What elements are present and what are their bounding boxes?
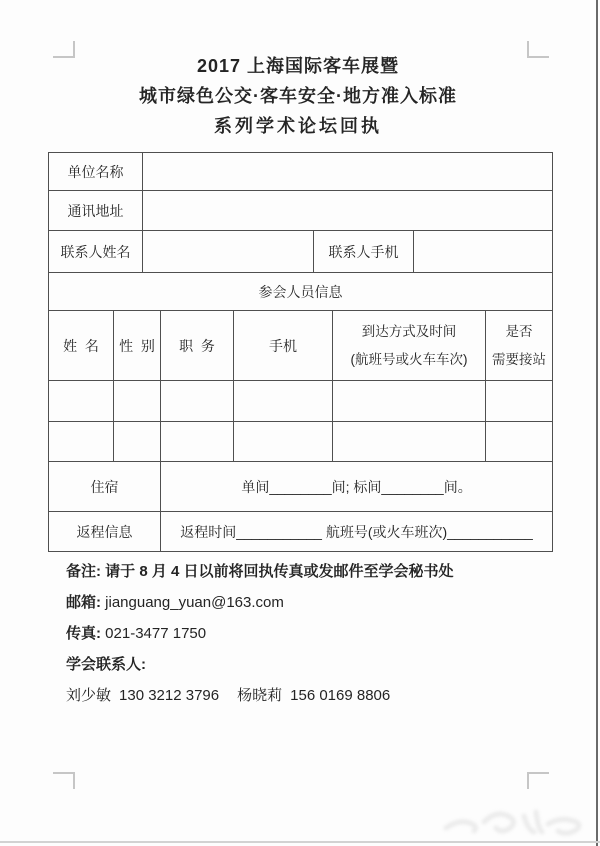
- col-header-arrival-line1: 到达方式及时间: [361, 323, 457, 339]
- participant-empty-cell: [234, 422, 333, 462]
- participant-empty-cell: [333, 422, 486, 462]
- row-address: [49, 191, 553, 231]
- title-line-1: 2017 上海国际客车展暨: [196, 56, 400, 76]
- row-participants-header: [49, 273, 553, 311]
- page-edge-bottom: [0, 841, 600, 843]
- col-header-mobile: 手机: [234, 311, 333, 381]
- email-label: 邮箱:: [66, 594, 101, 611]
- participant-empty-row: [49, 381, 553, 422]
- col-header-name: 姓 名: [49, 311, 114, 381]
- row-column-headers: [49, 311, 553, 381]
- col-header-arrival-line2: (航班号或火车车次): [350, 351, 468, 367]
- remark-text: 请于 8 月 4 日以前将回执传真或发邮件至学会秘书处: [101, 563, 454, 580]
- unit-name-value-cell: [143, 153, 553, 191]
- participant-empty-row: [49, 422, 553, 462]
- participant-empty-cell: [161, 381, 234, 422]
- margin-corner-mark-bottom-left: [53, 772, 75, 789]
- contact-1-name: 刘少敏: [66, 687, 112, 704]
- contact-2-phone: 156 0169 8806: [290, 687, 391, 704]
- return-info-blank-text: 返程时间___________ 航班号(或火车班次)___________: [161, 512, 553, 552]
- participant-empty-cell: [114, 381, 161, 422]
- participant-empty-cell: [49, 381, 114, 422]
- address-value-cell: [143, 191, 553, 231]
- contact-name-label: 联系人姓名: [49, 231, 143, 273]
- participant-empty-cell: [486, 381, 553, 422]
- page-edge-right: [596, 0, 598, 846]
- participant-empty-cell: [486, 422, 553, 462]
- participant-empty-cell: [333, 381, 486, 422]
- document-title: [0, 51, 596, 141]
- email-line: [66, 590, 454, 616]
- participant-empty-cell: [161, 422, 234, 462]
- col-header-gender: 性 别: [114, 311, 161, 381]
- email-value: jianguang_yuan@163.com: [101, 594, 284, 611]
- contact-mobile-label: 联系人手机: [314, 231, 414, 273]
- col-header-job: 职 务: [161, 311, 234, 381]
- participants-section-header: 参会人员信息: [49, 273, 553, 311]
- address-label: 通讯地址: [49, 191, 143, 231]
- title-line-3: 系列学术论坛回执: [214, 116, 382, 136]
- col-header-pickup: [486, 311, 553, 381]
- reply-form-table: [48, 152, 553, 552]
- watermark-smudge: [440, 798, 590, 840]
- col-header-pickup-line1: 是否: [505, 323, 533, 339]
- row-contact: [49, 231, 553, 273]
- return-info-label: 返程信息: [49, 512, 161, 552]
- contact-2-name: 杨晓莉: [237, 687, 283, 704]
- contacts-heading-line: [66, 652, 454, 678]
- col-header-pickup-line2: 需要接站: [492, 351, 547, 367]
- contact-name-value-cell: [143, 231, 314, 273]
- lodging-blank-text: 单间________间; 标间________间。: [161, 462, 553, 512]
- fax-line: [66, 621, 454, 647]
- notes-section: [66, 559, 454, 714]
- participant-empty-cell: [49, 422, 114, 462]
- lodging-label: 住宿: [49, 462, 161, 512]
- row-return-info: [49, 512, 553, 552]
- col-header-arrival: [333, 311, 486, 381]
- contact-mobile-value-cell: [414, 231, 553, 273]
- contact-1-phone: 130 3212 3796: [119, 687, 220, 704]
- remark-line: [66, 559, 454, 585]
- contacts-heading: 学会联系人:: [66, 656, 146, 673]
- contacts-line: [66, 683, 454, 709]
- margin-corner-mark-bottom-right: [527, 772, 549, 789]
- participant-empty-cell: [234, 381, 333, 422]
- fax-value: 021-3477 1750: [101, 625, 207, 642]
- title-line-2: 城市绿色公交·客车安全·地方准入标准: [139, 86, 457, 106]
- participant-empty-cell: [114, 422, 161, 462]
- row-lodging: [49, 462, 553, 512]
- fax-label: 传真:: [66, 625, 101, 642]
- remark-label: 备注:: [66, 563, 101, 580]
- row-unit-name: [49, 153, 553, 191]
- unit-name-label: 单位名称: [49, 153, 143, 191]
